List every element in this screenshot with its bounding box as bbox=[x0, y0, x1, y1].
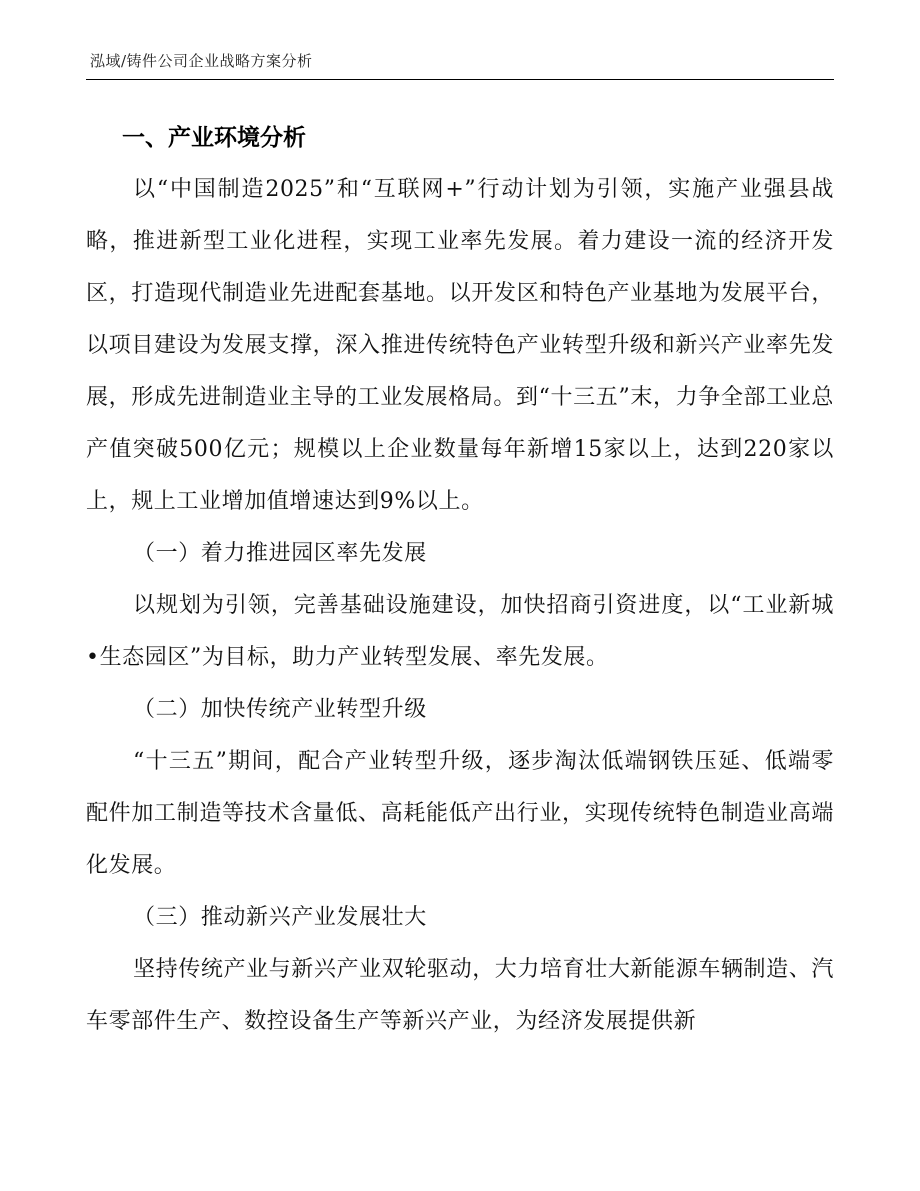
subsection-heading-2: （二）加快传统产业转型升级 bbox=[133, 697, 427, 722]
intro-paragraph: 以“中国制造2025”和“互联网+”行动计划为引领，实施产业强县战略，推进新型工业化进程，实现工业率先发展。着力建设一流的经济开发区，打造现代制造业先进配套基地。以开发区和特色产业基地为发展平台，以项目建设为发展支撑，深入推进传统特色产业转型升级和新兴产业率先发展，形成先进制造业主导的工业发展格局。到“十三五”末，力争全部工业总产值突破500亿元；规模以上企业数量每年新增15家以上，达到220家以上，规上工业增加值增速达到9%以上。 bbox=[86, 177, 834, 514]
subsection-paragraph-1: 以规划为引领，完善基础设施建设，加快招商引资进度，以“工业新城•生态园区”为目标，助力产业转型发展、率先发展。 bbox=[86, 593, 834, 670]
subsection-heading-3: （三）推动新兴产业发展壮大 bbox=[133, 905, 427, 930]
section-title: 一、产业环境分析 bbox=[122, 125, 306, 151]
subsection-paragraph-2: “十三五”期间，配合产业转型升级，逐步淘汰低端钢铁压延、低端零配件加工制造等技术含量低、高耗能低产出行业，实现传统特色制造业高端化发展。 bbox=[86, 749, 834, 878]
page-header: 泓域/铸件公司企业战略方案分析 bbox=[90, 52, 313, 70]
subsection-heading-1: （一）着力推进园区率先发展 bbox=[133, 541, 427, 566]
document-body bbox=[86, 112, 834, 1048]
header-divider bbox=[86, 79, 834, 80]
subsection-paragraph-3: 坚持传统产业与新兴产业双轮驱动，大力培育壮大新能源车辆制造、汽车零部件生产、数控设备生产等新兴产业，为经济发展提供新 bbox=[86, 957, 834, 1034]
